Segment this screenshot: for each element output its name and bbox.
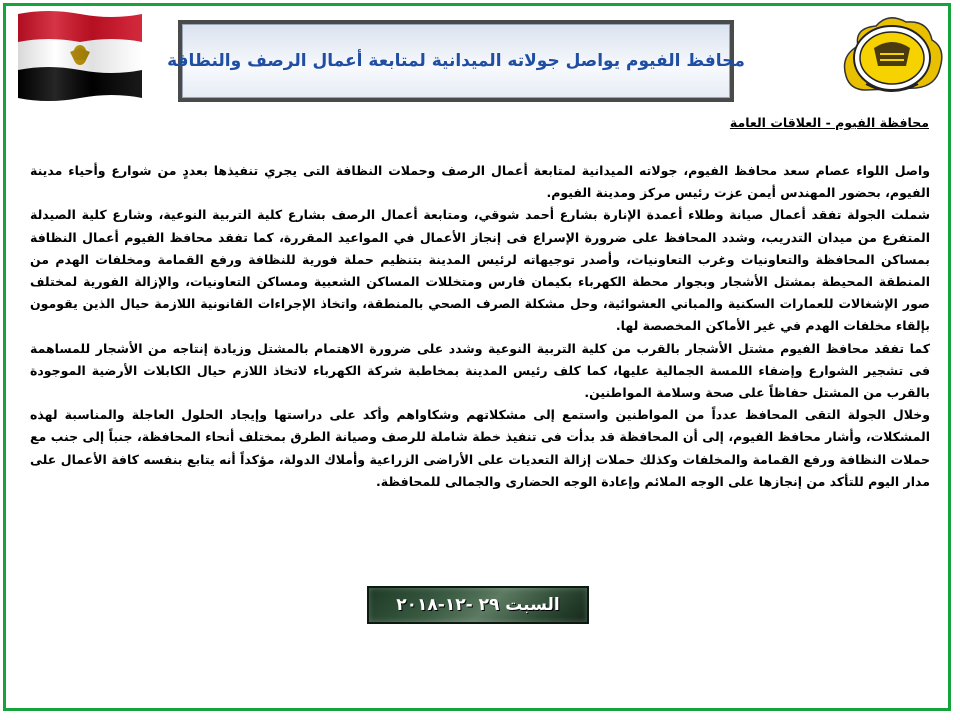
title-banner-inner bbox=[167, 24, 745, 98]
date-text: السبت ٢٩ -١٢-٢٠١٨ bbox=[396, 595, 560, 615]
article-paragraph: شملت الجولة تفقد أعمال صيانة وطلاء أعمدة الإنارة بشارع أحمد شوقي، ومتابعة أعمال الرصف بشارع كلية التربية النوعية، وشارع كلية الصيدلة المتفرع من ميدان التدريب، وشدد المحافظ على ضرورة الإسراع فى إنجاز الأعمال في المواعيد المقررة، كما تفقد محافظ الفيوم أعمال النظافة بمساكن المحافظة والتعاونيات وغرب التعاونيات، وأصدر توجيهاته لرئيس المدينة بتنظيم حملة فورية للنظافة ورفع القمامة ومخلفات الهدم من المنطقة المحيطة بمشتل الأشجار وبجوار محطة الكهرباء بكيمان فارس ومتخللات المساكن الشعبية ومساكن التعاونيات، والإزالة الفورية لمختلف صور الإشغالات للعمارات السكنية والمباني العشوائية، وحل مشكلة الصرف الصحي بالمنطقة، واتخاذ الإجراءات القانونية اللازمة حيال الذين يقومون بإلقاء مخلفات الهدم في غير الأماكن المخصصة لها. bbox=[30, 207, 930, 334]
date-badge bbox=[367, 586, 589, 624]
article-paragraph: وخلال الجولة التقى المحافظ عدداً من المواطنين واستمع إلى مشكلاتهم وشكاواهم وأكد على دراستها وإيجاد الحلول العاجلة والمناسبة لهذه المشكلات، وأشار محافظ الفيوم، إلى أن المحافظة قد بدأت فى تنفيذ خطة شاملة للرصف وصيانة الطرق بمختلف أنحاء المحافظة، جنباً إلى جنب مع حملات النظافة ورفع القمامة والمخلفات وكذلك حملات إزالة التعديات على الأراضى الزراعية وأملاك الدولة، مؤكداً أنه يتابع بنفسه كافة الأعمال على مدار اليوم للتأكد من إنجازها على الوجه الملائم وإعادة الوجه الحضارى والجمالى للمحافظة. bbox=[30, 407, 930, 489]
source-label: محافظة الفيوم - العلاقات العامة bbox=[729, 115, 929, 130]
article-body bbox=[30, 160, 930, 493]
article-paragraph: واصل اللواء عصام سعد محافظ الفيوم، جولاته الميدانية لمتابعة أعمال الرصف وحملات النظافة التى يجري تنفيذها بعددٍ من شوارع وأحياء مدينة الفيوم، بحضور المهندس أيمن عزت رئيس مركز ومدينة الفيوم. bbox=[30, 163, 930, 201]
article-paragraph: كما تفقد محافظ الفيوم مشتل الأشجار بالقرب من كلية التربية النوعية وشدد على ضرورة الاهتمام بالمشتل وزيادة إنتاجه من الأشجار للمساهمة فى تشجير الشوارع وإضفاء اللمسة الجمالية عليها، كما كلف رئيس المدينة بمخاطبة شركة الكهرباء لاتخاذ اللازم حيال الكابلات الأرضية الموجودة بالقرب من المشتل حفاظاً على صحة وسلامة المواطنين. bbox=[30, 340, 930, 401]
fayoum-governorate-logo bbox=[836, 6, 948, 104]
page-title: محافظ الفيوم يواصل جولاته الميدانية لمتابعة أعمال الرصف والنظافة bbox=[167, 51, 745, 71]
egypt-flag-icon bbox=[14, 8, 146, 102]
title-banner bbox=[167, 20, 745, 102]
